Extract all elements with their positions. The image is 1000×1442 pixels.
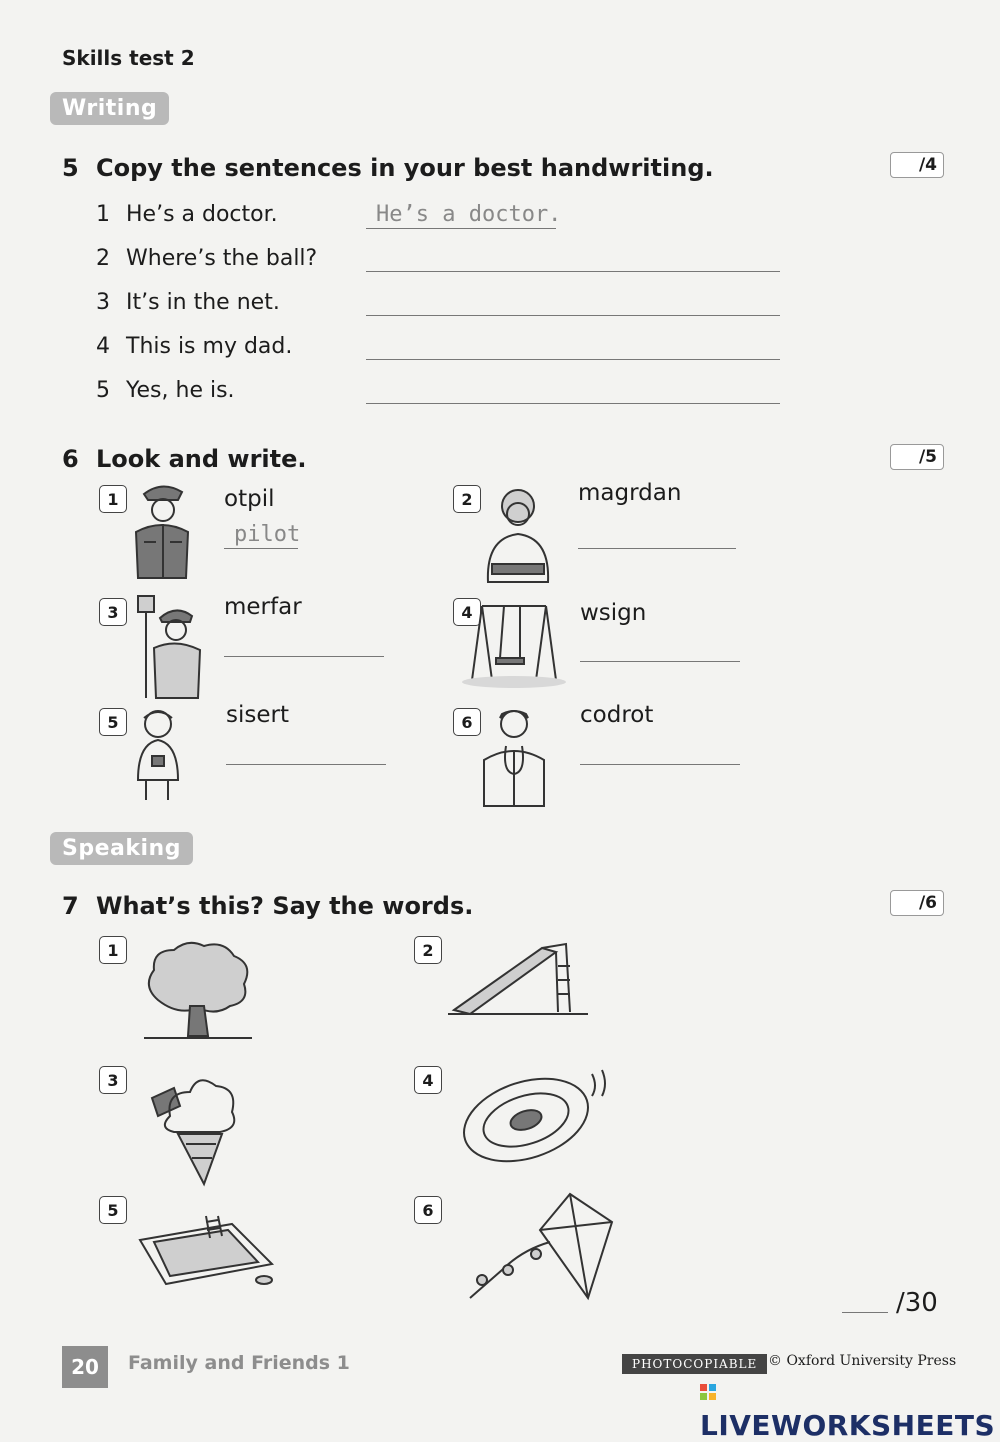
answer-line[interactable] xyxy=(366,228,556,229)
tree-icon xyxy=(138,936,258,1044)
total-score: /30 xyxy=(896,1288,938,1318)
scrambled-word: codrot xyxy=(580,702,654,728)
sentence-number: 2 xyxy=(96,246,110,271)
item-number-box: 3 xyxy=(99,1066,127,1094)
answer-line[interactable] xyxy=(226,764,386,765)
answer-line[interactable] xyxy=(224,548,298,549)
doctor-icon xyxy=(478,702,550,810)
exercise-6-title xyxy=(62,445,307,473)
answer-line[interactable] xyxy=(366,315,780,316)
scrambled-word: merfar xyxy=(224,594,302,620)
sentence-row xyxy=(96,290,280,315)
sentence-number: 4 xyxy=(96,334,110,359)
word-answer-1[interactable]: pilot xyxy=(234,522,301,547)
answer-line[interactable] xyxy=(366,359,780,360)
sentence-text: This is my dad. xyxy=(126,334,293,359)
sentence-text: Yes, he is. xyxy=(126,378,235,403)
exercise-number: 6 xyxy=(62,445,79,473)
scrambled-word: otpil xyxy=(224,486,275,512)
sentence-number: 3 xyxy=(96,290,110,315)
photocopiable-label: PHOTOCOPIABLE xyxy=(622,1354,767,1374)
item-number-box: 3 xyxy=(99,598,127,626)
answer-line[interactable] xyxy=(366,403,780,404)
page-title: Skills test 2 xyxy=(62,46,195,70)
sentence-row xyxy=(96,202,278,227)
answer-line[interactable] xyxy=(580,764,740,765)
sentence-row xyxy=(96,334,292,359)
exercise-instruction: What’s this? Say the words. xyxy=(96,892,474,920)
item-number-box: 6 xyxy=(453,708,481,736)
sentence-number: 1 xyxy=(96,202,110,227)
copyright-text: © Oxford University Press xyxy=(768,1353,957,1369)
swing-icon xyxy=(458,598,570,690)
exercise-number: 5 xyxy=(62,154,79,182)
exercise-instruction: Copy the sentences in your best handwriting. xyxy=(96,154,714,182)
sentence-text: It’s in the net. xyxy=(126,290,280,315)
exercise-5-title xyxy=(62,154,714,182)
scrambled-word: wsign xyxy=(580,600,647,626)
answer-line[interactable] xyxy=(578,548,736,549)
exercise-5-score-box[interactable]: /4 xyxy=(890,152,944,178)
item-number-box: 4 xyxy=(453,598,481,626)
sentence-number: 5 xyxy=(96,378,110,403)
paddling-pool-icon xyxy=(136,1214,278,1292)
exercise-6-score-box[interactable]: /5 xyxy=(890,444,944,470)
section-tag-speaking: Speaking xyxy=(50,832,193,865)
exercise-number: 7 xyxy=(62,892,79,920)
item-number-box: 2 xyxy=(453,485,481,513)
exercise-7-title xyxy=(62,892,473,920)
item-number-box: 1 xyxy=(99,936,127,964)
sentence-row xyxy=(96,378,235,403)
item-number-box: 1 xyxy=(99,485,127,513)
pilot-icon xyxy=(126,478,198,582)
liveworksheets-text: LIVEWORKSHEETS xyxy=(700,1409,996,1442)
item-number-box: 2 xyxy=(414,936,442,964)
liveworksheets-logo[interactable] xyxy=(700,1376,1000,1442)
scrambled-word: magrdan xyxy=(578,480,682,506)
kite-icon xyxy=(462,1190,622,1308)
answer-line[interactable] xyxy=(580,661,740,662)
grandma-icon xyxy=(482,486,554,586)
exercise-7-score-box[interactable]: /6 xyxy=(890,890,944,916)
ice-cream-icon xyxy=(146,1058,246,1188)
item-number-box: 5 xyxy=(99,1196,127,1224)
item-number-box: 5 xyxy=(99,708,127,736)
total-score-line[interactable] xyxy=(842,1312,888,1313)
section-tag-writing: Writing xyxy=(50,92,169,125)
exercise-instruction: Look and write. xyxy=(96,445,307,473)
slide-icon xyxy=(446,938,592,1022)
sister-icon xyxy=(130,704,186,802)
page-number: 20 xyxy=(62,1346,108,1388)
frisbee-icon xyxy=(456,1066,616,1166)
farmer-icon xyxy=(134,592,206,700)
sentence-text: He’s a doctor. xyxy=(126,202,278,227)
answer-line[interactable] xyxy=(366,271,780,272)
sentence-answer-1[interactable]: He’s a doctor. xyxy=(376,202,562,227)
sentence-text: Where’s the ball? xyxy=(126,246,318,271)
sentence-row xyxy=(96,246,317,271)
book-title: Family and Friends 1 xyxy=(128,1352,350,1374)
liveworksheets-icon xyxy=(700,1382,718,1404)
scrambled-word: sisert xyxy=(226,702,289,728)
item-number-box: 4 xyxy=(414,1066,442,1094)
answer-line[interactable] xyxy=(224,656,384,657)
item-number-box: 6 xyxy=(414,1196,442,1224)
